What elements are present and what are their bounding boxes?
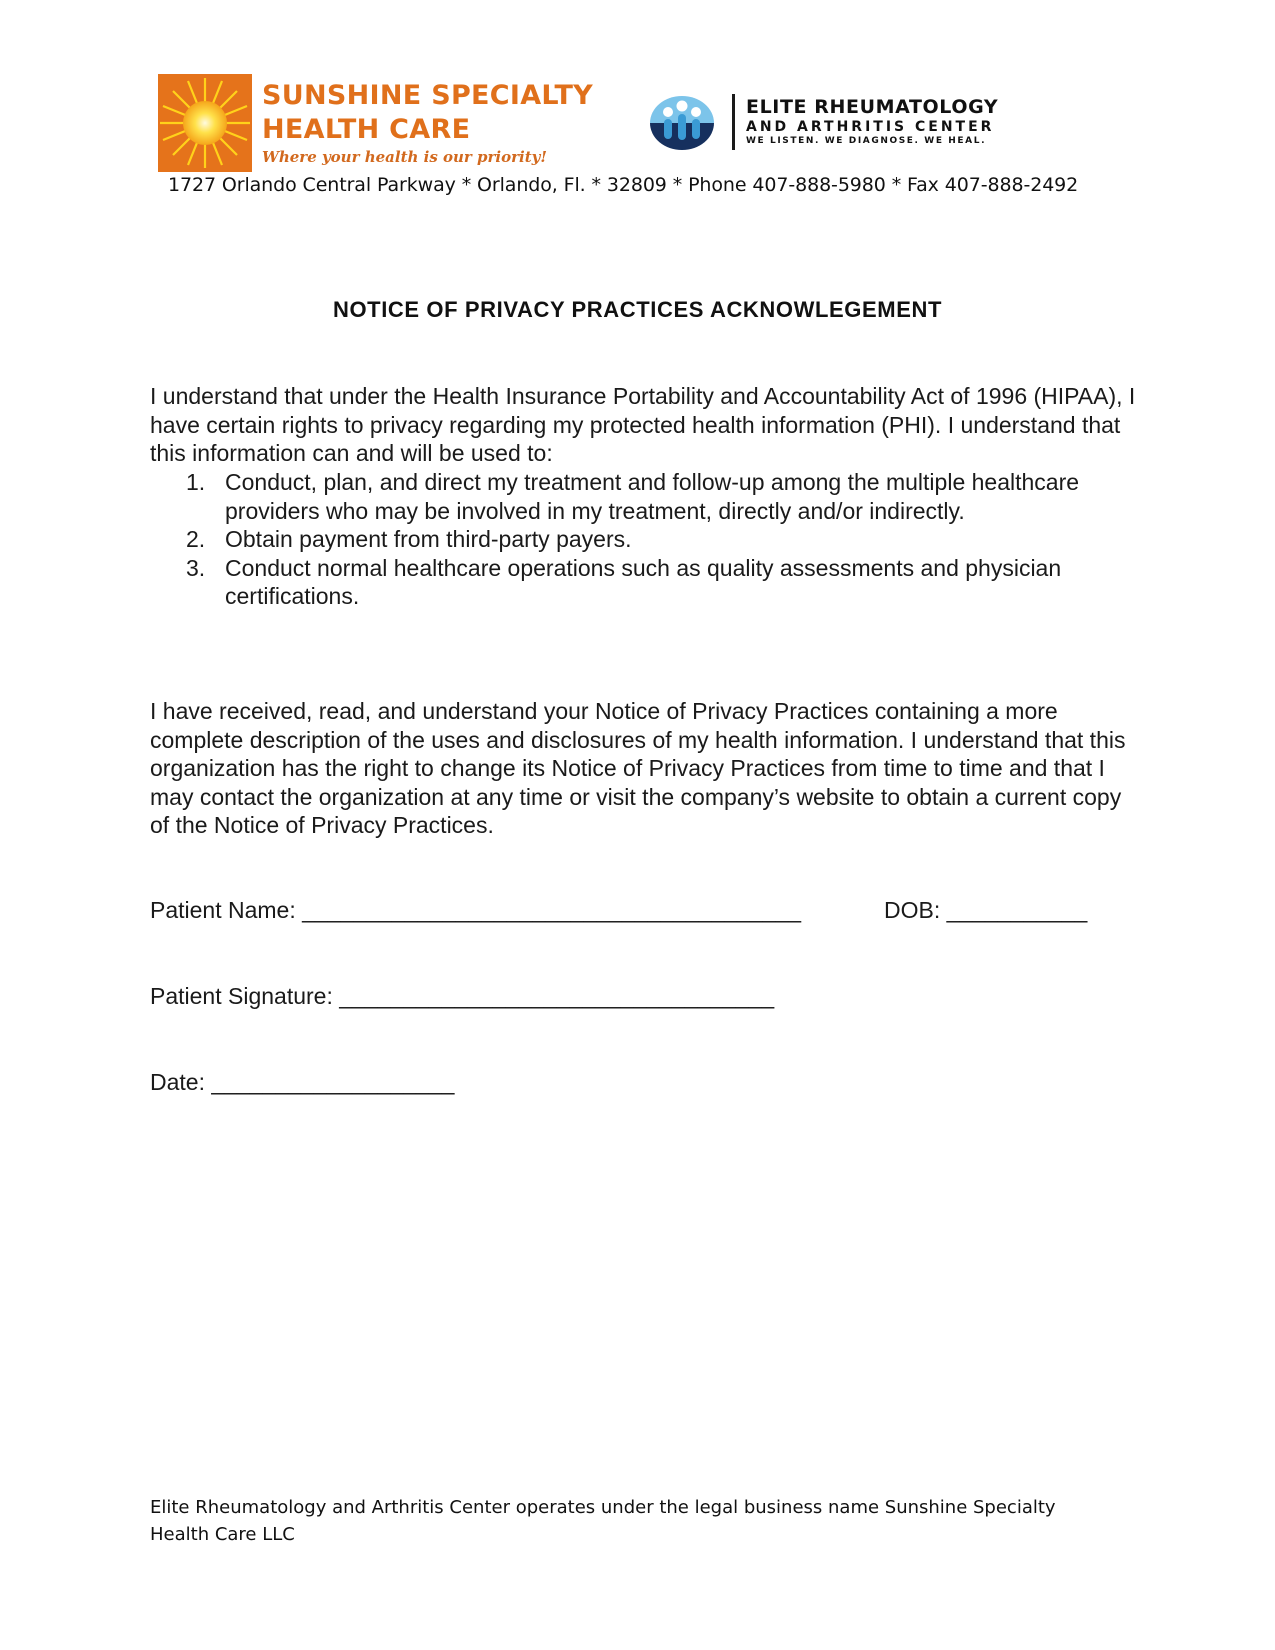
- list-item: [150, 468, 1140, 525]
- sunshine-name-line1: SUNSHINE SPECIALTY: [262, 80, 594, 111]
- list-number: 2.: [186, 526, 206, 553]
- dob-field[interactable]: DOB: ___________: [884, 897, 1088, 923]
- acknowledgement-paragraph: I have received, read, and understand your Notice of Privacy Practices containing a more complete description of the uses and disclosures of my health information. I understand that this organization has the right to change its Notice of Privacy Practices from time to time and that I may contact the organization at any time or visit the company’s website to obtain a current copy of the Notice of Privacy Practices.: [150, 698, 1126, 839]
- list-item-text: Conduct normal healthcare operations such as quality assessments and physician certifications.: [225, 554, 1062, 610]
- list-item: [150, 554, 1140, 611]
- document-title: NOTICE OF PRIVACY PRACTICES ACKNOWLEGEMENT: [332, 297, 943, 322]
- sunshine-specialty-logo: [158, 74, 594, 174]
- people-circle-icon: [646, 94, 718, 152]
- logo-divider: [732, 94, 735, 150]
- sunshine-tagline: Where your health is our priority!: [262, 148, 547, 166]
- date-field[interactable]: Date: ___________________: [150, 1069, 455, 1095]
- footer-note: Elite Rheumatology and Arthritis Center operates under the legal business name Sunshine Specialty Health Care LLC: [150, 1497, 1056, 1545]
- patient-name-field[interactable]: Patient Name: _______________________________________: [150, 897, 801, 923]
- elite-rheumatology-logo: [646, 92, 1066, 154]
- sun-icon: [158, 74, 252, 172]
- intro-paragraph: I understand that under the Health Insurance Portability and Accountability Act of 1996 (HIPAA), I have certain rights to privacy regarding my protected health information (PHI). I understand that this information can and will be used to:: [150, 383, 1136, 467]
- list-item-text: Obtain payment from third-party payers.: [225, 526, 632, 553]
- elite-name-line1: ELITE RHEUMATOLOGY: [746, 96, 999, 118]
- practice-address: 1727 Orlando Central Parkway * Orlando, Fl. * 32809 * Phone 407-888-5980 * Fax 407-888-2492: [168, 174, 1079, 196]
- elite-name-line2: AND ARTHRITIS CENTER: [746, 119, 995, 135]
- uses-list: [150, 468, 1140, 611]
- patient-signature-field[interactable]: Patient Signature: __________________________________: [150, 983, 775, 1009]
- list-number: 3.: [186, 554, 206, 581]
- sunshine-name-line2: HEALTH CARE: [262, 114, 471, 145]
- elite-tagline: WE LISTEN. WE DIAGNOSE. WE HEAL.: [746, 136, 987, 146]
- list-item: [150, 525, 1140, 554]
- list-item-text: Conduct, plan, and direct my treatment and follow-up among the multiple healthcare providers who may be involved in my treatment, directly and/or indirectly.: [225, 469, 1080, 524]
- list-number: 1.: [186, 469, 206, 495]
